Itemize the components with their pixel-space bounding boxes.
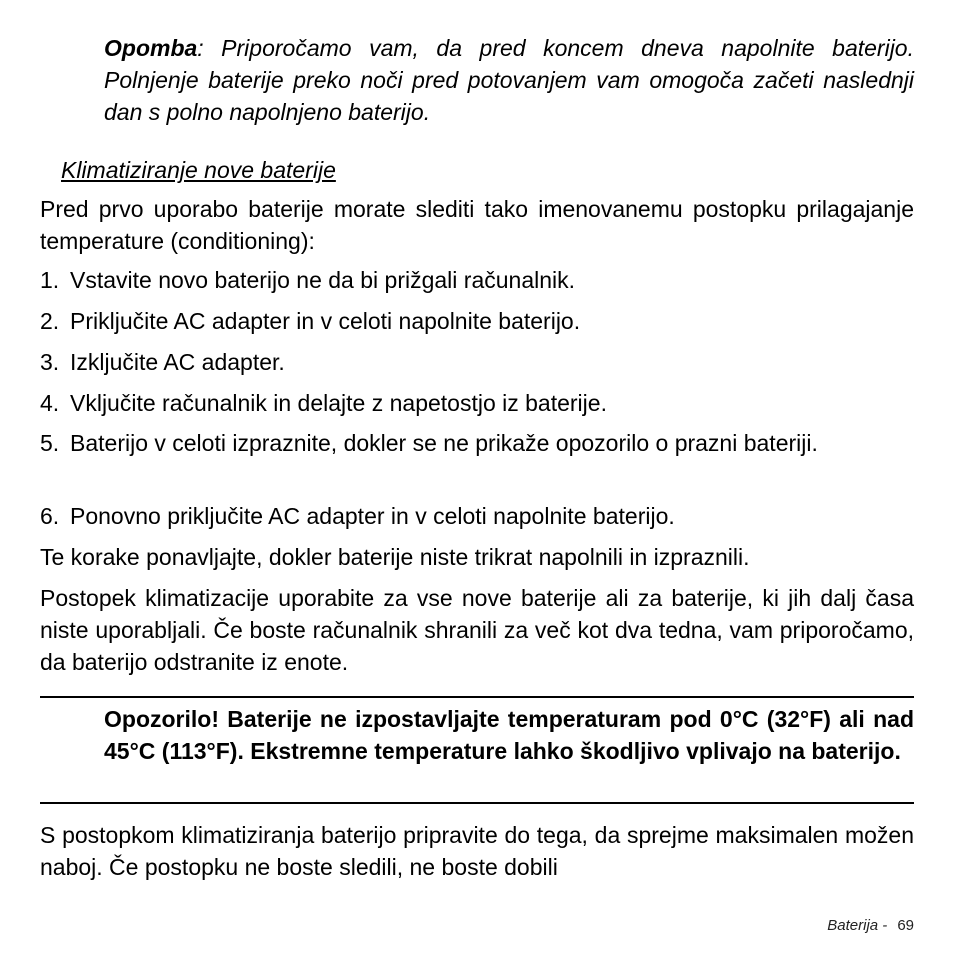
note-label: Opomba [104, 35, 198, 61]
note-paragraph [104, 32, 914, 128]
list-item-number: 3. [40, 349, 60, 375]
page-footer [827, 917, 914, 934]
list-item [40, 305, 914, 337]
list-item-number: 4. [40, 390, 60, 416]
list-item [40, 264, 914, 296]
intro-paragraph: Pred prvo uporabo baterije morate slediti tako imenovanemu postopku prilagajanje temperature (conditioning): [40, 196, 914, 254]
warning-bottom-rule [40, 802, 914, 804]
list-item-number: 5. [40, 430, 60, 456]
list-item [40, 500, 914, 532]
list-item-text: Vključite računalnik in delajte z napetostjo iz baterije. [70, 390, 607, 416]
list-item-text: Ponovno priključite AC adapter in v celoti napolnite baterijo. [70, 503, 675, 529]
list-item-text: Baterijo v celoti izpraznite, dokler se ne prikaže opozorilo o prazni bateriji. [70, 430, 818, 456]
list-item-text: Vstavite novo baterijo ne da bi prižgali računalnik. [70, 267, 576, 293]
page-number: 69 [897, 917, 914, 934]
list-item [40, 346, 914, 378]
section-heading: Klimatiziranje nove baterije [61, 157, 336, 183]
list-item [40, 427, 914, 459]
list-item-text: Priključite AC adapter in v celoti napolnite baterijo. [70, 308, 581, 334]
list-item-number: 1. [40, 267, 60, 293]
note-text: : Priporočamo vam, da pred koncem dneva napolnite baterijo. Polnjenje baterije preko noči pred potovanjem vam omogoča začeti naslednji dan s polno napolnjeno baterijo. [104, 35, 914, 125]
conditioning-paragraph: Postopek klimatizacije uporabite za vse nove baterije ali za baterije, ki jih dalj časa niste uporabljali. Če boste računalnik shranili za več kot dva tedna, vam priporočamo, da baterijo odstranite iz enote. [40, 585, 914, 675]
list-item-number: 6. [40, 503, 60, 529]
closing-paragraph: S postopkom klimatiziranja baterijo pripravite do tega, da sprejme maksimalen možen naboj. Če postopku ne boste sledili, ne boste dobili [40, 822, 914, 880]
warning-top-rule [40, 696, 914, 698]
repeat-paragraph: Te korake ponavljajte, dokler baterije niste trikrat napolnili in izpraznili. [40, 544, 750, 570]
list-item-number: 2. [40, 308, 60, 334]
list-item-text: Izključite AC adapter. [70, 349, 285, 375]
warning-paragraph: Opozorilo! Baterije ne izpostavljajte temperaturam pod 0°C (32°F) ali nad 45°C (113°F). Ekstremne temperature lahko škodljivo vplivajo na baterijo. [104, 706, 914, 764]
footer-section: Baterija - [827, 917, 888, 934]
list-item [40, 387, 914, 419]
